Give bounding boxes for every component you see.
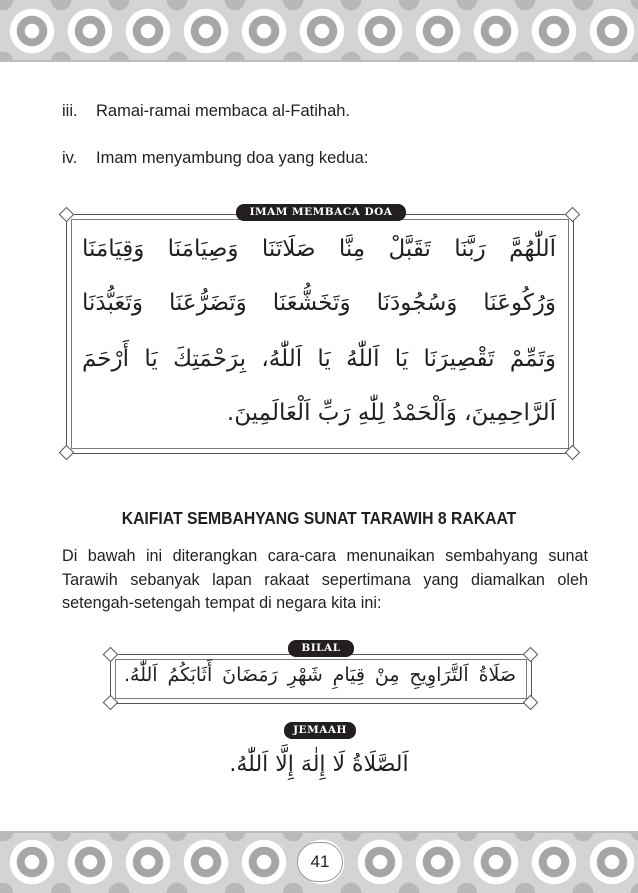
section-heading: KAIFIAT SEMBAHYANG SUNAT TARAWIH 8 RAKAAT	[121, 508, 517, 528]
top-ornament-border	[0, 0, 638, 62]
list-text: Imam menyambung doa yang kedua:	[96, 149, 369, 167]
jemaah-label: JEMAAH	[284, 722, 356, 739]
intro-paragraph: Di bawah ini diterangkan cara-cara menunaikan sembahyang sunat Tarawih sebanyak lapan rakaat sepertimana yang diamalkan oleh setengah-setengah tempat di negara kita ini:	[62, 547, 588, 612]
list-number: iv.	[62, 149, 78, 167]
bilal-text: صَلَاةُ اَلتَّرَاوِيحِ مِنْ قِيَامِ شَهْرِ رَمَضَانَ أَثَابَكُمُ اَللّٰهُ.	[124, 664, 516, 686]
jemaah-text: اَلصَّلَاةُ لَا إِلٰهَ إِلَّا اَللّٰهُ.	[229, 752, 409, 777]
page-number: 41	[297, 842, 343, 882]
list-number: iii.	[62, 102, 78, 120]
list-item	[62, 102, 350, 121]
list-item	[62, 149, 368, 168]
doa-line: اَللّٰهُمَّ رَبَّنَا تَقَبَّلْ مِنَّا صَلَاتَنَا وَصِيَامَنَا وَقِيَامَنَا	[82, 236, 556, 262]
doa-line: اَلرَّاحِمِينَ، وَاَلْحَمْدُ لِلّٰهِ رَبِّ اَلْعَالَمِينَ.	[226, 400, 556, 426]
doa-label: IMAM MEMBACA DOA	[236, 204, 406, 221]
list-text: Ramai-ramai membaca al-Fatihah.	[96, 102, 351, 120]
doa-line: وَتَمِّمْ تَقْصِيرَنَا يَا اَللّٰهُ يَا اَللّٰهُ، بِرَحْمَتِكَ يَا أَرْحَمَ	[82, 346, 556, 372]
bilal-label: BILAL	[288, 640, 354, 657]
doa-line: وَرُكُوعَنَا وَسُجُودَنَا وَتَخَشُّعَنَا وَتَضَرُّعَنَا وَتَعَبُّدَنَا	[82, 290, 556, 316]
